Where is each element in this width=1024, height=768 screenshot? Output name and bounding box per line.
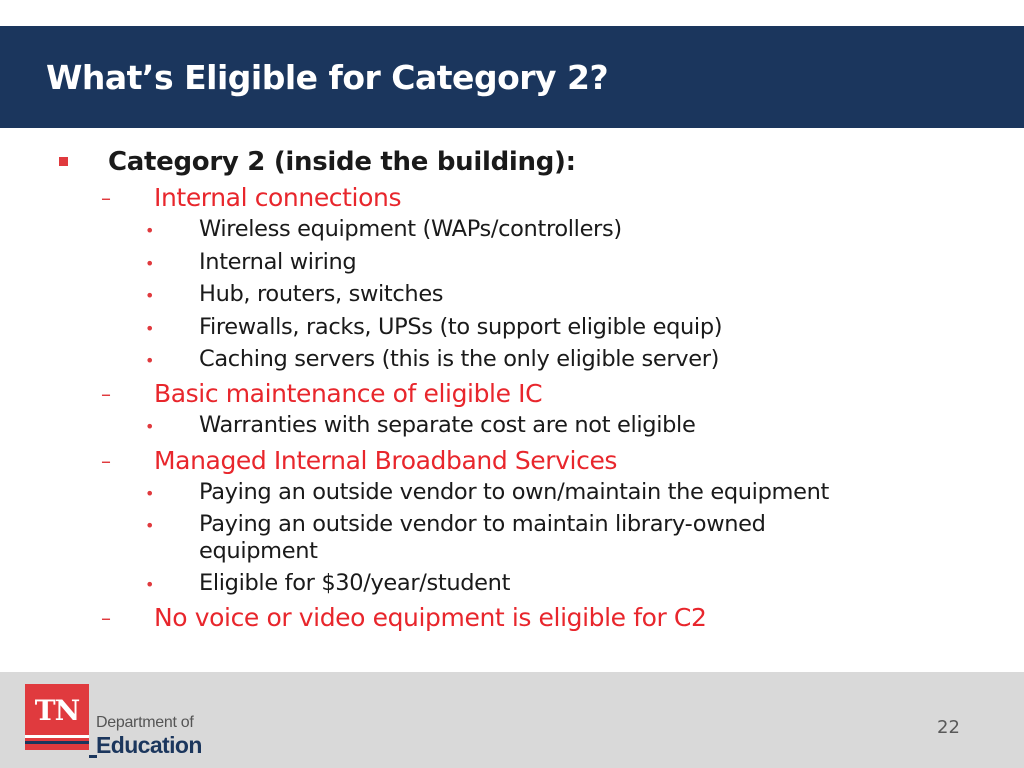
list-item-text: Firewalls, racks, UPSs (to support eligible equip): [199, 314, 723, 340]
dash-bullet-icon: –: [101, 186, 111, 210]
section-label: Managed Internal Broadband Services: [154, 446, 618, 475]
slide-title: What’s Eligible for Category 2?: [46, 58, 609, 97]
list-item-text: Internal wiring: [199, 249, 357, 275]
tn-logo-box: [25, 684, 89, 750]
dot-bullet-icon: •: [145, 417, 155, 436]
dash-bullet-icon: –: [101, 606, 111, 630]
tn-logo-text: TN: [34, 694, 80, 727]
list-item-text: Paying an outside vendor to maintain library-owned equipment: [199, 511, 766, 564]
dot-bullet-icon: •: [145, 575, 155, 594]
section-label: Internal connections: [154, 183, 402, 212]
section-label: Basic maintenance of eligible IC: [154, 379, 543, 408]
dot-bullet-icon: •: [145, 484, 155, 503]
list-item-text: Caching servers (this is the only eligible server): [199, 346, 720, 372]
logo-stripe: [25, 735, 89, 738]
list-item-text: Eligible for $30/year/student: [199, 570, 511, 596]
dash-bullet-icon: –: [101, 382, 111, 406]
dot-bullet-icon: •: [145, 254, 155, 273]
dash-bullet-icon: –: [101, 449, 111, 473]
square-bullet-icon: [59, 157, 68, 166]
dot-bullet-icon: •: [145, 319, 155, 338]
dot-bullet-icon: •: [145, 351, 155, 370]
dot-bullet-icon: •: [145, 516, 155, 535]
list-item-text: Hub, routers, switches: [199, 281, 444, 307]
category-heading: Category 2 (inside the building):: [108, 147, 576, 177]
logo-stripe: [25, 741, 89, 744]
tn-education-logo: [25, 684, 215, 759]
section-label: No voice or video equipment is eligible for C2: [154, 603, 707, 632]
dot-bullet-icon: •: [145, 286, 155, 305]
list-item-text: Wireless equipment (WAPs/controllers): [199, 216, 622, 242]
logo-education-text: Education: [96, 732, 202, 758]
logo-department-text: Department of: [96, 714, 194, 731]
list-item-text: Paying an outside vendor to own/maintain the equipment: [199, 479, 829, 505]
dot-bullet-icon: •: [145, 221, 155, 240]
page-number: 22: [937, 717, 960, 738]
list-item-text: Warranties with separate cost are not eligible: [199, 412, 696, 438]
